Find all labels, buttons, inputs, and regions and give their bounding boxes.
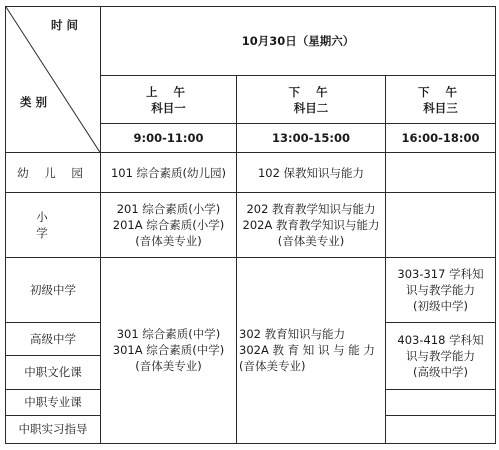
exam-code-line: 303-317 学科知 [397,266,484,281]
exam-note-line: (初级中学) [413,298,468,313]
corner-header-cell [6,7,101,153]
kindergarten-subject1: 101 综合素质(幼儿园) [101,153,237,193]
exam-code-line: 202 教育教学知识与能力 [246,201,376,216]
vocational-major-subject3 [386,389,496,415]
exam-code-line: 301 综合素质(中学) [116,326,221,341]
category-senior-high: 高级中学 [6,322,101,355]
exam-code-line: 识与教学能力 [406,348,475,363]
row-junior-high [6,257,496,322]
subject-label: 科目三 [423,100,458,115]
session-label: 上 午 [145,84,191,99]
row-primary [6,193,496,258]
subject3-time: 16:00-18:00 [386,124,496,153]
subject-label: 科目二 [293,100,329,115]
kindergarten-subject3 [386,153,496,193]
category-vocational-culture: 中职文化课 [6,356,101,389]
exam-code-line: 302 教育知识与能力 [239,326,346,341]
subject-label: 科目一 [151,100,186,115]
exam-code-line: 识与教学能力 [406,282,475,297]
subject2-time: 13:00-15:00 [237,124,386,153]
category-axis-label: 类 别 [20,95,48,110]
subject1-header [101,76,237,124]
exam-code-line: 301A 综合素质(中学) [112,342,225,357]
primary-subject2 [237,193,386,258]
exam-note-line: (高级中学) [413,364,468,379]
header-row-date [6,7,496,76]
vocational-practice-subject3 [386,415,496,443]
exam-note-line: (音体美专业) [135,233,202,248]
exam-note-line: (音体美专业) [239,358,306,373]
exam-code-line: 201A 综合素质(小学) [112,217,225,232]
exam-code-line: 403-418 学科知 [397,332,484,347]
subject3-header [386,76,496,124]
category-vocational-practice: 中职实习指导 [6,415,101,443]
exam-schedule-table [5,6,496,444]
junior-high-subject3 [386,257,496,322]
category-kindergarten: 幼 儿 园 [6,153,101,193]
exam-note-line: (音体美专业) [135,358,202,373]
category-primary [6,193,101,258]
session-label: 下 午 [288,84,334,99]
secondary-subject2 [237,257,386,443]
row-kindergarten [6,153,496,193]
senior-high-subject3 [386,322,496,389]
primary-subject1 [101,193,237,258]
exam-code-line: 201 综合素质(小学) [116,201,221,216]
secondary-subject1 [101,257,237,443]
category-vocational-major: 中职专业课 [6,389,101,415]
exam-date-cell: 10月30日（星期六） [101,7,496,76]
category-junior-high: 初级中学 [6,257,101,322]
subject1-time: 9:00-11:00 [101,124,237,153]
subject2-header [237,76,386,124]
session-label: 下 午 [417,84,463,99]
exam-code-line: 202A 教育教学知识与能力 [242,217,380,232]
exam-code-line: 302A 教 育 知 识 与 能 力 [239,342,375,357]
time-axis-label: 时 间 [50,18,78,32]
category-primary-label: 小 学 [36,209,70,240]
primary-subject3 [386,193,496,258]
exam-note-line: (音体美专业) [277,233,345,248]
kindergarten-subject2: 102 保教知识与能力 [237,153,386,193]
